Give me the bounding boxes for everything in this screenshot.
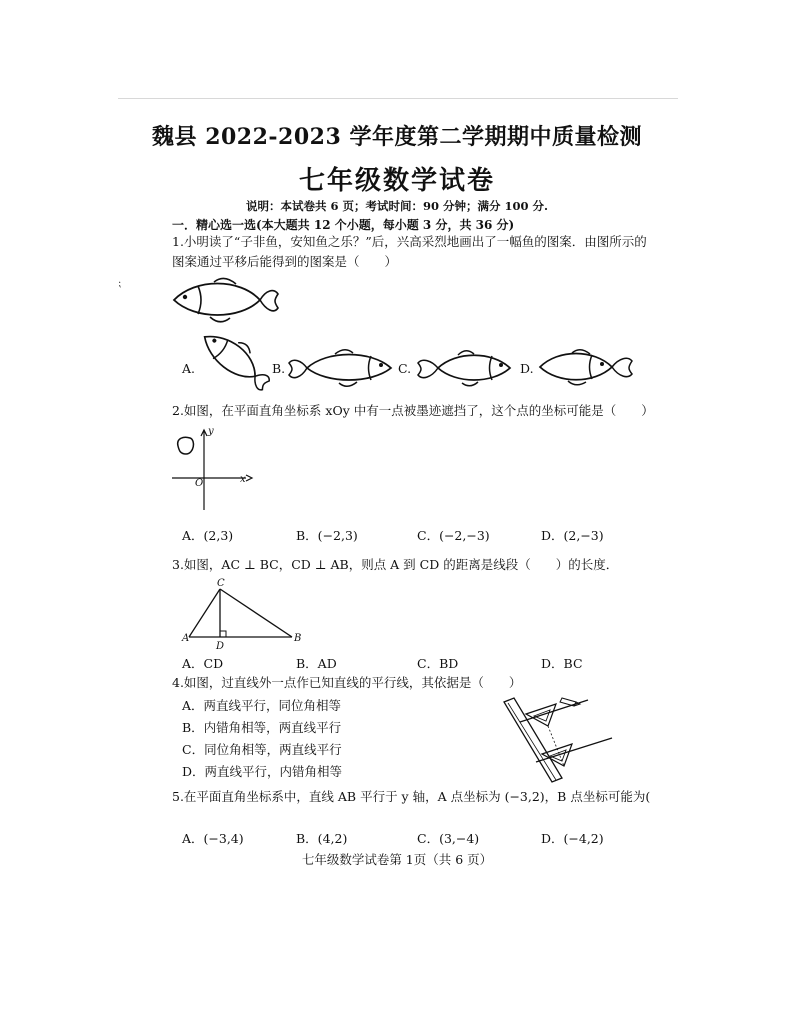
q1-fish-figure bbox=[170, 276, 285, 326]
q1-line1: 1.小明读了“子非鱼，安知鱼之乐？”后，兴高采烈地画出了一幅鱼的图案．由图所示的 bbox=[172, 234, 647, 249]
q2-option-d[interactable]: D．(2,−3) bbox=[541, 528, 604, 543]
q3-text: 3.如图，AC ⊥ BC，CD ⊥ AB，则点 A 到 CD 的距离是线段（ ）的长度． bbox=[172, 557, 619, 572]
q2-axis-y-label: y bbox=[208, 426, 214, 437]
q5-text: 5.在平面直角坐标系中，直线 AB 平行于 y 轴，A 点坐标为 (−3,2)，B 点坐标可能为( bbox=[172, 789, 651, 804]
q1-option-b[interactable]: B. bbox=[272, 361, 286, 376]
q5-option-c[interactable]: C．(3,−4) bbox=[417, 831, 480, 846]
scan-edge-line bbox=[118, 98, 678, 99]
q1-option-b-fish bbox=[287, 348, 397, 388]
q5-option-d[interactable]: D．(−4,2) bbox=[541, 831, 604, 846]
scan-speck: ⁏ bbox=[118, 278, 122, 289]
q1-option-a[interactable]: A. bbox=[182, 361, 196, 376]
exam-subtitle: 七年级数学试卷 bbox=[298, 166, 495, 196]
q3-label-a: A bbox=[182, 633, 190, 644]
q2-coordinate-figure bbox=[170, 424, 260, 514]
q2-text: 2.如图，在平面直角坐标系 xOy 中有一点被墨迹遮挡了，这个点的坐标可能是（ ） bbox=[172, 403, 654, 418]
q3-triangle-figure bbox=[180, 584, 300, 644]
q2-option-b[interactable]: B．(−2,3) bbox=[296, 528, 358, 543]
q1-option-d-fish bbox=[536, 346, 636, 388]
section-heading: 一．精心选一选(本大题共 12 个小题，每小题 3 分，共 36 分) bbox=[172, 218, 515, 232]
q1-option-d[interactable]: D. bbox=[520, 361, 534, 376]
q5-option-b[interactable]: B．(4,2) bbox=[296, 831, 348, 846]
q1-option-a-fish bbox=[196, 330, 271, 396]
q3-option-d[interactable]: D．BC bbox=[541, 656, 583, 671]
page-footer: 七年级数学试卷第 1页（共 6 页） bbox=[301, 852, 493, 867]
q4-option-c[interactable]: C．同位角相等，两直线平行 bbox=[182, 742, 342, 757]
q4-option-a[interactable]: A．两直线平行，同位角相等 bbox=[182, 698, 342, 713]
q2-axis-x-label: x bbox=[240, 474, 246, 485]
q3-label-b: B bbox=[294, 633, 302, 644]
q2-option-c[interactable]: C．(−2,−3) bbox=[417, 528, 490, 543]
q2-option-a[interactable]: A．(2,3) bbox=[182, 528, 234, 543]
q1-option-c-fish bbox=[416, 348, 516, 388]
q3-option-a[interactable]: A．CD bbox=[182, 656, 224, 671]
q2-origin-label: O bbox=[195, 478, 204, 489]
q3-label-d: D bbox=[216, 641, 225, 652]
q4-option-b[interactable]: B．内错角相等，两直线平行 bbox=[182, 720, 342, 735]
q3-option-b[interactable]: B．AD bbox=[296, 656, 337, 671]
q3-label-c: C bbox=[217, 578, 225, 589]
q5-option-a[interactable]: A．(−3,4) bbox=[182, 831, 244, 846]
exam-title: 魏县 2022-2023 学年度第二学期期中质量检测 bbox=[152, 124, 642, 150]
q1-line2: 图案通过平移后能得到的图案是（ ） bbox=[172, 254, 398, 269]
q4-option-d[interactable]: D．两直线平行，内错角相等 bbox=[182, 764, 343, 779]
q3-option-c[interactable]: C．BD bbox=[417, 656, 459, 671]
q4-text: 4.如图，过直线外一点作已知直线的平行线，其依据是（ ） bbox=[172, 675, 522, 690]
q1-option-c[interactable]: C. bbox=[398, 361, 412, 376]
exam-note: 说明：本试卷共 6 页；考试时间：90 分钟；满分 100 分. bbox=[245, 199, 549, 213]
q4-ruler-setsquare-figure bbox=[500, 692, 620, 784]
